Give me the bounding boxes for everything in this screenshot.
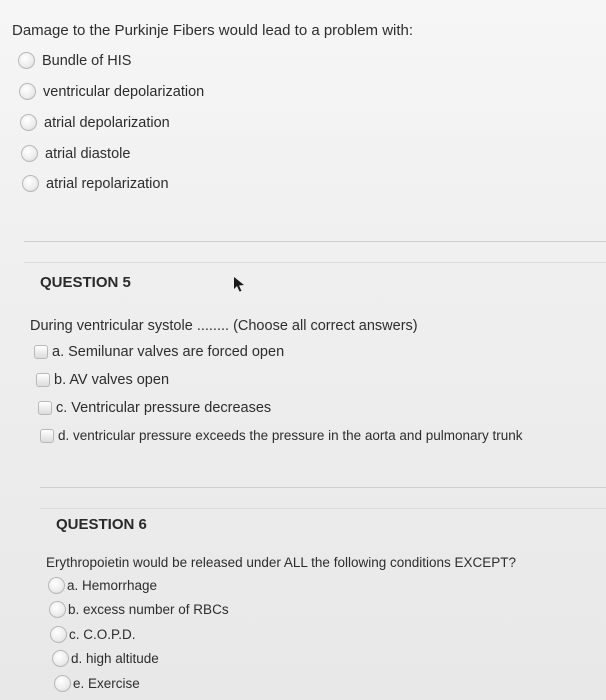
- radio-button[interactable]: [18, 52, 35, 69]
- radio-button[interactable]: [48, 577, 65, 594]
- q4-option-3[interactable]: [20, 114, 170, 131]
- q4-option-5[interactable]: [22, 175, 169, 192]
- checkbox[interactable]: [36, 373, 50, 387]
- q4-option-1[interactable]: [18, 52, 131, 69]
- option-label: a. Hemorrhage: [67, 578, 158, 593]
- option-label: atrial depolarization: [44, 114, 170, 131]
- q6-option-b[interactable]: [49, 601, 229, 618]
- question-6-heading: QUESTION 6: [56, 516, 147, 533]
- question-5-heading: QUESTION 5: [40, 274, 131, 291]
- q4-option-4[interactable]: [21, 145, 130, 162]
- radio-button[interactable]: [54, 675, 71, 692]
- option-label: Bundle of HIS: [42, 52, 132, 69]
- radio-button[interactable]: [50, 626, 67, 643]
- q5-option-d[interactable]: [40, 428, 523, 443]
- question-4-prompt: Damage to the Purkinje Fibers would lead to a problem with:: [12, 22, 414, 39]
- option-label: b. AV valves open: [54, 372, 170, 388]
- option-label: d. ventricular pressure exceeds the pressure in the aorta and pulmonary trunk: [58, 428, 523, 443]
- q6-option-e[interactable]: [54, 675, 140, 692]
- q6-option-c[interactable]: [50, 626, 136, 643]
- section-divider: [40, 508, 606, 509]
- q6-option-a[interactable]: [48, 577, 157, 594]
- q5-option-b[interactable]: [36, 372, 169, 388]
- radio-button[interactable]: [20, 114, 37, 131]
- q4-option-2[interactable]: [19, 83, 204, 100]
- option-label: b. excess number of RBCs: [68, 602, 229, 617]
- section-divider: [24, 241, 606, 242]
- q5-option-a[interactable]: [34, 344, 284, 360]
- radio-button[interactable]: [49, 601, 66, 618]
- checkbox[interactable]: [40, 429, 54, 443]
- radio-button[interactable]: [21, 145, 38, 162]
- option-label: c. Ventricular pressure decreases: [56, 400, 272, 416]
- q5-option-c[interactable]: [38, 400, 271, 416]
- option-label: ventricular depolarization: [43, 83, 205, 100]
- radio-button[interactable]: [52, 650, 69, 667]
- checkbox[interactable]: [38, 401, 52, 415]
- option-label: atrial diastole: [45, 145, 131, 162]
- option-label: a. Semilunar valves are forced open: [52, 344, 285, 360]
- question-6-prompt: Erythropoietin would be released under ALL the following conditions EXCEPT?: [46, 555, 517, 570]
- option-label: atrial repolarization: [46, 175, 169, 192]
- mouse-cursor-icon: [232, 276, 246, 292]
- section-divider: [40, 487, 606, 488]
- radio-button[interactable]: [22, 175, 39, 192]
- checkbox[interactable]: [34, 345, 48, 359]
- section-divider: [24, 262, 606, 263]
- q6-option-d[interactable]: [52, 650, 159, 667]
- option-label: d. high altitude: [71, 651, 159, 666]
- radio-button[interactable]: [19, 83, 36, 100]
- option-label: c. C.O.P.D.: [69, 627, 136, 642]
- option-label: e. Exercise: [73, 676, 140, 691]
- question-5-prompt: During ventricular systole ........ (Choose all correct answers): [30, 318, 418, 334]
